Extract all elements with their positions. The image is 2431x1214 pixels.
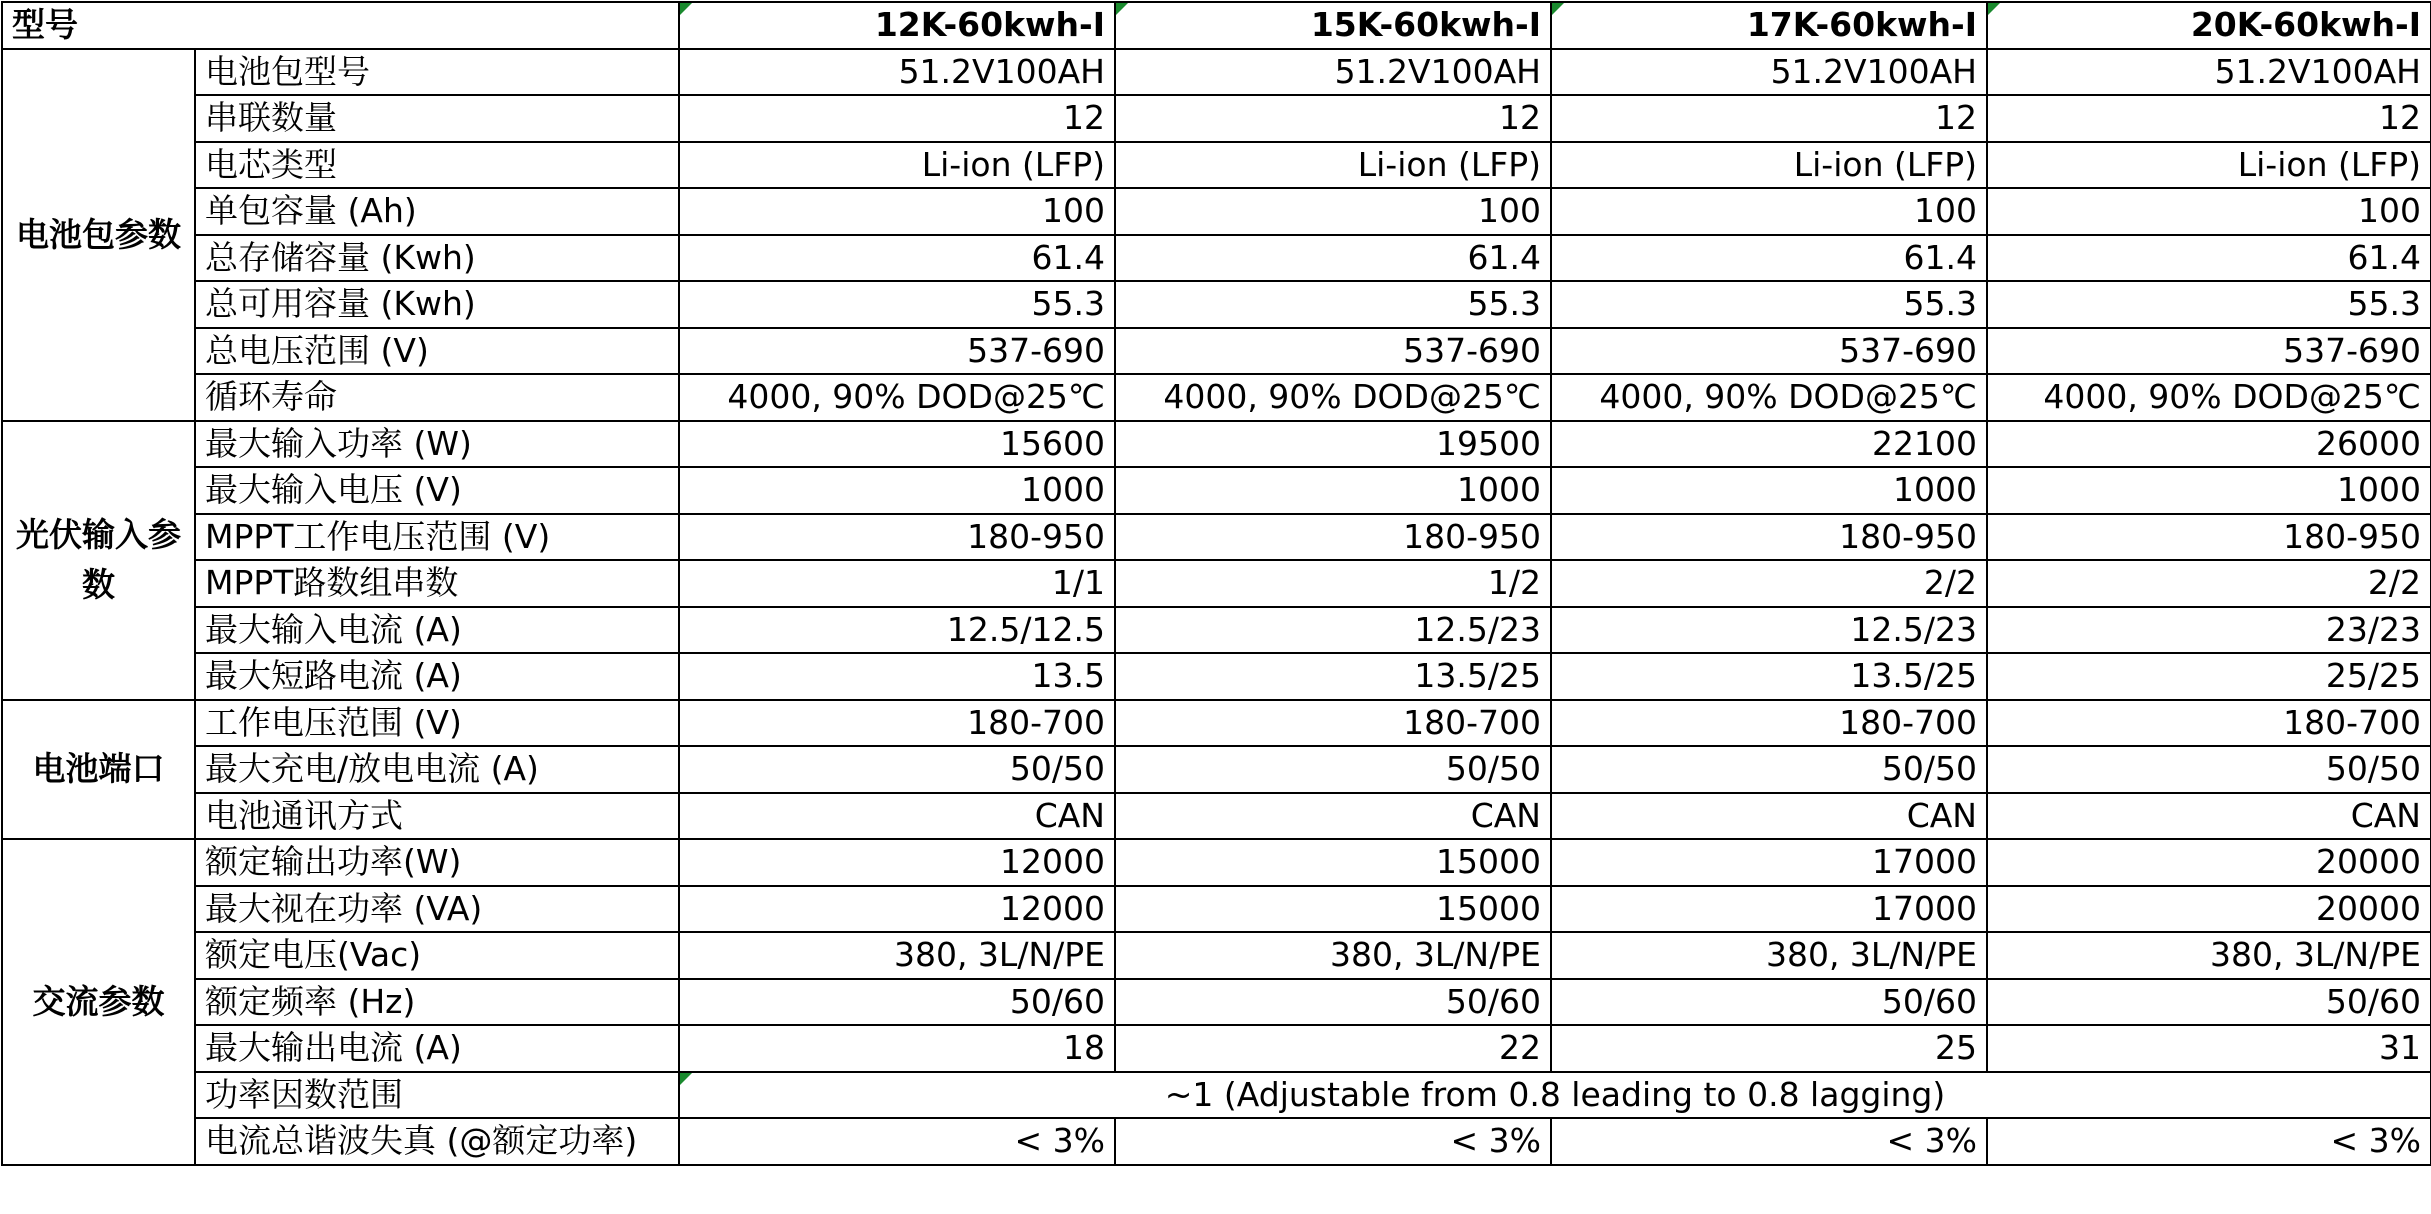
value-cell[interactable]: 380, 3L/N/PE bbox=[1115, 932, 1551, 979]
param-label-cell[interactable]: 总存储容量 (Kwh) bbox=[195, 235, 679, 282]
value-cell[interactable]: 537-690 bbox=[1987, 328, 2431, 375]
param-label-cell[interactable]: 最大充电/放电电流 (A) bbox=[195, 746, 679, 793]
value-cell[interactable]: 50/60 bbox=[679, 979, 1115, 1026]
param-label-cell[interactable]: 额定电压(Vac) bbox=[195, 932, 679, 979]
value-cell[interactable]: CAN bbox=[1551, 793, 1987, 840]
param-label-cell[interactable]: MPPT路数组串数 bbox=[195, 560, 679, 607]
value-cell[interactable]: 537-690 bbox=[1115, 328, 1551, 375]
merged-value-cell[interactable]: ~1 (Adjustable from 0.8 leading to 0.8 lagging) bbox=[679, 1072, 2431, 1119]
param-label-cell[interactable]: 电芯类型 bbox=[195, 142, 679, 189]
value-cell[interactable]: 12000 bbox=[679, 839, 1115, 886]
value-cell[interactable]: 1/1 bbox=[679, 560, 1115, 607]
table-row bbox=[2, 235, 2431, 282]
value-cell[interactable]: 100 bbox=[679, 188, 1115, 235]
value-cell[interactable]: 55.3 bbox=[679, 281, 1115, 328]
table-row bbox=[2, 746, 2431, 793]
spec-table-body bbox=[2, 2, 2431, 1165]
value-cell[interactable]: 537-690 bbox=[1551, 328, 1987, 375]
param-label-cell[interactable]: 工作电压范围 (V) bbox=[195, 700, 679, 747]
value-cell[interactable]: 61.4 bbox=[1551, 235, 1987, 282]
value-cell[interactable]: 23/23 bbox=[1987, 607, 2431, 654]
value-cell[interactable]: 50/50 bbox=[1115, 746, 1551, 793]
value-cell[interactable]: 380, 3L/N/PE bbox=[1987, 932, 2431, 979]
value-cell[interactable]: 50/60 bbox=[1551, 979, 1987, 1026]
value-cell[interactable]: 12 bbox=[1987, 95, 2431, 142]
value-cell[interactable]: 12 bbox=[1115, 95, 1551, 142]
table-row bbox=[2, 793, 2431, 840]
value-cell[interactable]: 180-700 bbox=[1115, 700, 1551, 747]
value-cell[interactable]: < 3% bbox=[1987, 1118, 2431, 1165]
value-cell[interactable]: 2/2 bbox=[1551, 560, 1987, 607]
value-cell[interactable]: 31 bbox=[1987, 1025, 2431, 1072]
table-row bbox=[2, 95, 2431, 142]
value-cell[interactable]: 100 bbox=[1987, 188, 2431, 235]
table-row bbox=[2, 514, 2431, 561]
value-cell[interactable]: < 3% bbox=[679, 1118, 1115, 1165]
param-label-cell[interactable]: 最大输入电压 (V) bbox=[195, 467, 679, 514]
value-cell[interactable]: 19500 bbox=[1115, 421, 1551, 468]
value-cell[interactable]: 100 bbox=[1551, 188, 1987, 235]
value-cell[interactable]: Li-ion (LFP) bbox=[1115, 142, 1551, 189]
table-row bbox=[2, 142, 2431, 189]
value-cell[interactable]: 50/60 bbox=[1115, 979, 1551, 1026]
value-cell[interactable]: 50/50 bbox=[1987, 746, 2431, 793]
table-row bbox=[2, 1118, 2431, 1165]
value-cell[interactable]: < 3% bbox=[1551, 1118, 1987, 1165]
value-cell[interactable]: 180-700 bbox=[679, 700, 1115, 747]
table-row bbox=[2, 467, 2431, 514]
model-header-cell[interactable]: 12K-60kwh-I bbox=[679, 2, 1115, 49]
value-cell[interactable]: 51.2V100AH bbox=[1115, 49, 1551, 96]
value-cell[interactable]: 12 bbox=[1551, 95, 1987, 142]
value-cell[interactable]: 51.2V100AH bbox=[1551, 49, 1987, 96]
value-cell[interactable]: 55.3 bbox=[1987, 281, 2431, 328]
value-cell[interactable]: 50/50 bbox=[1551, 746, 1987, 793]
value-cell[interactable]: 50/50 bbox=[679, 746, 1115, 793]
table-row bbox=[2, 932, 2431, 979]
value-cell[interactable]: 51.2V100AH bbox=[679, 49, 1115, 96]
value-cell[interactable]: 61.4 bbox=[679, 235, 1115, 282]
param-label-cell[interactable]: 串联数量 bbox=[195, 95, 679, 142]
group-label-cell[interactable]: 交流参数 bbox=[2, 839, 195, 1165]
value-cell[interactable]: 1000 bbox=[1987, 467, 2431, 514]
value-cell[interactable]: 380, 3L/N/PE bbox=[1551, 932, 1987, 979]
table-row bbox=[2, 188, 2431, 235]
value-cell[interactable]: 12.5/23 bbox=[1551, 607, 1987, 654]
value-cell[interactable]: 51.2V100AH bbox=[1987, 49, 2431, 96]
value-cell[interactable]: < 3% bbox=[1115, 1118, 1551, 1165]
value-cell[interactable]: 537-690 bbox=[679, 328, 1115, 375]
value-cell[interactable]: 12 bbox=[679, 95, 1115, 142]
param-label-cell[interactable]: 额定频率 (Hz) bbox=[195, 979, 679, 1026]
value-cell[interactable]: 4000, 90% DOD@25℃ bbox=[1115, 374, 1551, 421]
table-row bbox=[2, 560, 2431, 607]
table-row bbox=[2, 886, 2431, 933]
value-cell[interactable]: 1000 bbox=[1115, 467, 1551, 514]
param-label-cell[interactable]: 电流总谐波失真 (@额定功率) bbox=[195, 1118, 679, 1165]
param-label-cell[interactable]: 电池包型号 bbox=[195, 49, 679, 96]
model-header-cell[interactable]: 17K-60kwh-I bbox=[1551, 2, 1987, 49]
value-cell[interactable]: 2/2 bbox=[1987, 560, 2431, 607]
value-cell[interactable]: 180-950 bbox=[679, 514, 1115, 561]
value-cell[interactable]: Li-ion (LFP) bbox=[1551, 142, 1987, 189]
table-row bbox=[2, 421, 2431, 468]
param-label-cell[interactable]: MPPT工作电压范围 (V) bbox=[195, 514, 679, 561]
param-label-cell[interactable]: 额定输出功率(W) bbox=[195, 839, 679, 886]
table-row bbox=[2, 607, 2431, 654]
value-cell[interactable]: 1000 bbox=[1551, 467, 1987, 514]
value-cell[interactable]: 18 bbox=[679, 1025, 1115, 1072]
value-cell[interactable]: 15000 bbox=[1115, 886, 1551, 933]
table-row bbox=[2, 49, 2431, 96]
value-cell[interactable]: CAN bbox=[1115, 793, 1551, 840]
param-label-cell[interactable]: 总可用容量 (Kwh) bbox=[195, 281, 679, 328]
group-label-cell[interactable]: 电池包参数 bbox=[2, 49, 195, 421]
param-label-cell[interactable]: 最大输出电流 (A) bbox=[195, 1025, 679, 1072]
value-cell[interactable]: 4000, 90% DOD@25℃ bbox=[1551, 374, 1987, 421]
value-cell[interactable]: 380, 3L/N/PE bbox=[679, 932, 1115, 979]
value-cell[interactable]: 13.5/25 bbox=[1115, 653, 1551, 700]
param-label-cell[interactable]: 最大输入电流 (A) bbox=[195, 607, 679, 654]
model-header-cell[interactable]: 20K-60kwh-I bbox=[1987, 2, 2431, 49]
value-cell[interactable]: 61.4 bbox=[1115, 235, 1551, 282]
param-label-cell[interactable]: 电池通讯方式 bbox=[195, 793, 679, 840]
param-label-cell[interactable]: 循环寿命 bbox=[195, 374, 679, 421]
table-row bbox=[2, 328, 2431, 375]
model-label-cell[interactable]: 型号 bbox=[2, 2, 679, 49]
table-row bbox=[2, 1072, 2431, 1119]
value-cell[interactable]: 12.5/12.5 bbox=[679, 607, 1115, 654]
value-cell[interactable]: Li-ion (LFP) bbox=[679, 142, 1115, 189]
param-label-cell[interactable]: 单包容量 (Ah) bbox=[195, 188, 679, 235]
value-cell[interactable]: 12.5/23 bbox=[1115, 607, 1551, 654]
group-label-cell[interactable]: 电池端口 bbox=[2, 700, 195, 840]
param-label-cell[interactable]: 最大输入功率 (W) bbox=[195, 421, 679, 468]
table-row bbox=[2, 374, 2431, 421]
value-cell[interactable]: 20000 bbox=[1987, 839, 2431, 886]
value-cell[interactable]: 55.3 bbox=[1115, 281, 1551, 328]
value-cell[interactable]: 25 bbox=[1551, 1025, 1987, 1072]
value-cell[interactable]: 20000 bbox=[1987, 886, 2431, 933]
param-label-cell[interactable]: 总电压范围 (V) bbox=[195, 328, 679, 375]
param-label-cell[interactable]: 最大视在功率 (VA) bbox=[195, 886, 679, 933]
value-cell[interactable]: 180-700 bbox=[1551, 700, 1987, 747]
value-cell[interactable]: Li-ion (LFP) bbox=[1987, 142, 2431, 189]
value-cell[interactable]: 1/2 bbox=[1115, 560, 1551, 607]
header-row bbox=[2, 2, 2431, 49]
value-cell[interactable]: 55.3 bbox=[1551, 281, 1987, 328]
value-cell[interactable]: 1000 bbox=[679, 467, 1115, 514]
value-cell[interactable]: 61.4 bbox=[1987, 235, 2431, 282]
value-cell[interactable]: CAN bbox=[679, 793, 1115, 840]
table-row bbox=[2, 281, 2431, 328]
value-cell[interactable]: 180-950 bbox=[1987, 514, 2431, 561]
value-cell[interactable]: 22 bbox=[1115, 1025, 1551, 1072]
value-cell[interactable]: 17000 bbox=[1551, 886, 1987, 933]
spec-table bbox=[1, 1, 2431, 1166]
value-cell[interactable]: 12000 bbox=[679, 886, 1115, 933]
table-row bbox=[2, 839, 2431, 886]
table-row bbox=[2, 1025, 2431, 1072]
group-label-cell[interactable]: 光伏输入参数 bbox=[2, 421, 195, 700]
table-row bbox=[2, 653, 2431, 700]
value-cell[interactable]: 4000, 90% DOD@25℃ bbox=[1987, 374, 2431, 421]
table-row bbox=[2, 979, 2431, 1026]
model-header-cell[interactable]: 15K-60kwh-I bbox=[1115, 2, 1551, 49]
table-row bbox=[2, 700, 2431, 747]
value-cell[interactable]: 100 bbox=[1115, 188, 1551, 235]
value-cell[interactable]: 13.5 bbox=[679, 653, 1115, 700]
value-cell[interactable]: 26000 bbox=[1987, 421, 2431, 468]
value-cell[interactable]: 180-700 bbox=[1987, 700, 2431, 747]
value-cell[interactable]: 15000 bbox=[1115, 839, 1551, 886]
value-cell[interactable]: 25/25 bbox=[1987, 653, 2431, 700]
value-cell[interactable]: 22100 bbox=[1551, 421, 1987, 468]
value-cell[interactable]: 180-950 bbox=[1115, 514, 1551, 561]
param-label-cell[interactable]: 最大短路电流 (A) bbox=[195, 653, 679, 700]
value-cell[interactable]: 180-950 bbox=[1551, 514, 1987, 561]
value-cell[interactable]: 13.5/25 bbox=[1551, 653, 1987, 700]
param-label-cell[interactable]: 功率因数范围 bbox=[195, 1072, 679, 1119]
value-cell[interactable]: 15600 bbox=[679, 421, 1115, 468]
value-cell[interactable]: 50/60 bbox=[1987, 979, 2431, 1026]
value-cell[interactable]: 17000 bbox=[1551, 839, 1987, 886]
value-cell[interactable]: 4000, 90% DOD@25℃ bbox=[679, 374, 1115, 421]
value-cell[interactable]: CAN bbox=[1987, 793, 2431, 840]
